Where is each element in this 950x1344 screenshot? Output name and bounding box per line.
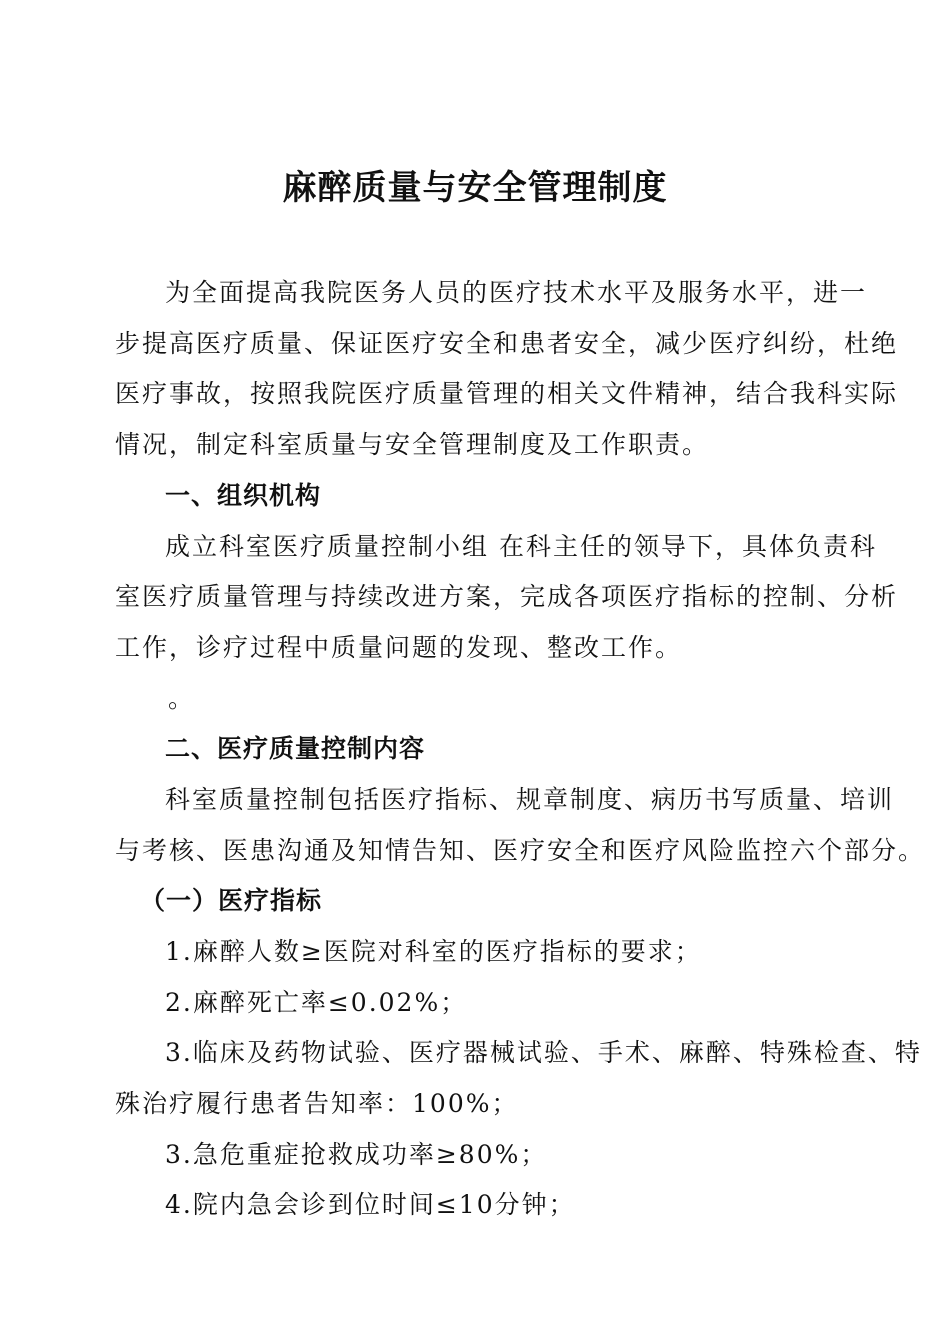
- indicator-item: 2.麻醉死亡率≤0.02%；: [165, 988, 468, 1017]
- indicator-item: 3.临床及药物试验、医疗器械试验、手术、麻醉、特殊检查、特: [165, 1038, 922, 1067]
- section1-line: 工作，诊疗过程中质量问题的发现、整改工作。: [115, 633, 683, 662]
- section2-line: 与考核、医患沟通及知情告知、医疗安全和医疗风险监控六个部分。: [115, 836, 926, 865]
- section-heading-quality-control: 二、医疗质量控制内容: [165, 734, 426, 763]
- indicator-item: 4.院内急会诊到位时间≤10分钟；: [165, 1190, 576, 1219]
- intro-line: 为全面提高我院医务人员的医疗技术水平及服务水平，进一: [165, 278, 868, 307]
- subsection-heading-indicators: （一）医疗指标: [140, 886, 323, 915]
- stray-period: 。: [168, 684, 196, 713]
- section2-line: 科室质量控制包括医疗指标、规章制度、病历书写质量、培训: [165, 785, 895, 814]
- indicator-item: 1.麻醉人数≥医院对科室的医疗指标的要求；: [165, 937, 702, 966]
- section1-line: 室医疗质量管理与持续改进方案，完成各项医疗指标的控制、分析: [115, 582, 899, 611]
- intro-line: 情况，制定科室质量与安全管理制度及工作职责。: [115, 430, 710, 459]
- intro-line: 医疗事故，按照我院医疗质量管理的相关文件精神，结合我科实际: [115, 379, 899, 408]
- section-heading-organization: 一、组织机构: [165, 481, 322, 510]
- indicator-item: 3.急危重症抢救成功率≥80%；: [165, 1140, 548, 1169]
- indicator-item-continued: 殊治疗履行患者告知率：100%；: [115, 1089, 519, 1118]
- document-title: 麻醉质量与安全管理制度: [282, 168, 668, 208]
- intro-line: 步提高医疗质量、保证医疗安全和患者安全，减少医疗纠纷，杜绝: [115, 329, 899, 358]
- section1-line: 成立科室医疗质量控制小组 在科主任的领导下，具体负责科: [165, 532, 877, 561]
